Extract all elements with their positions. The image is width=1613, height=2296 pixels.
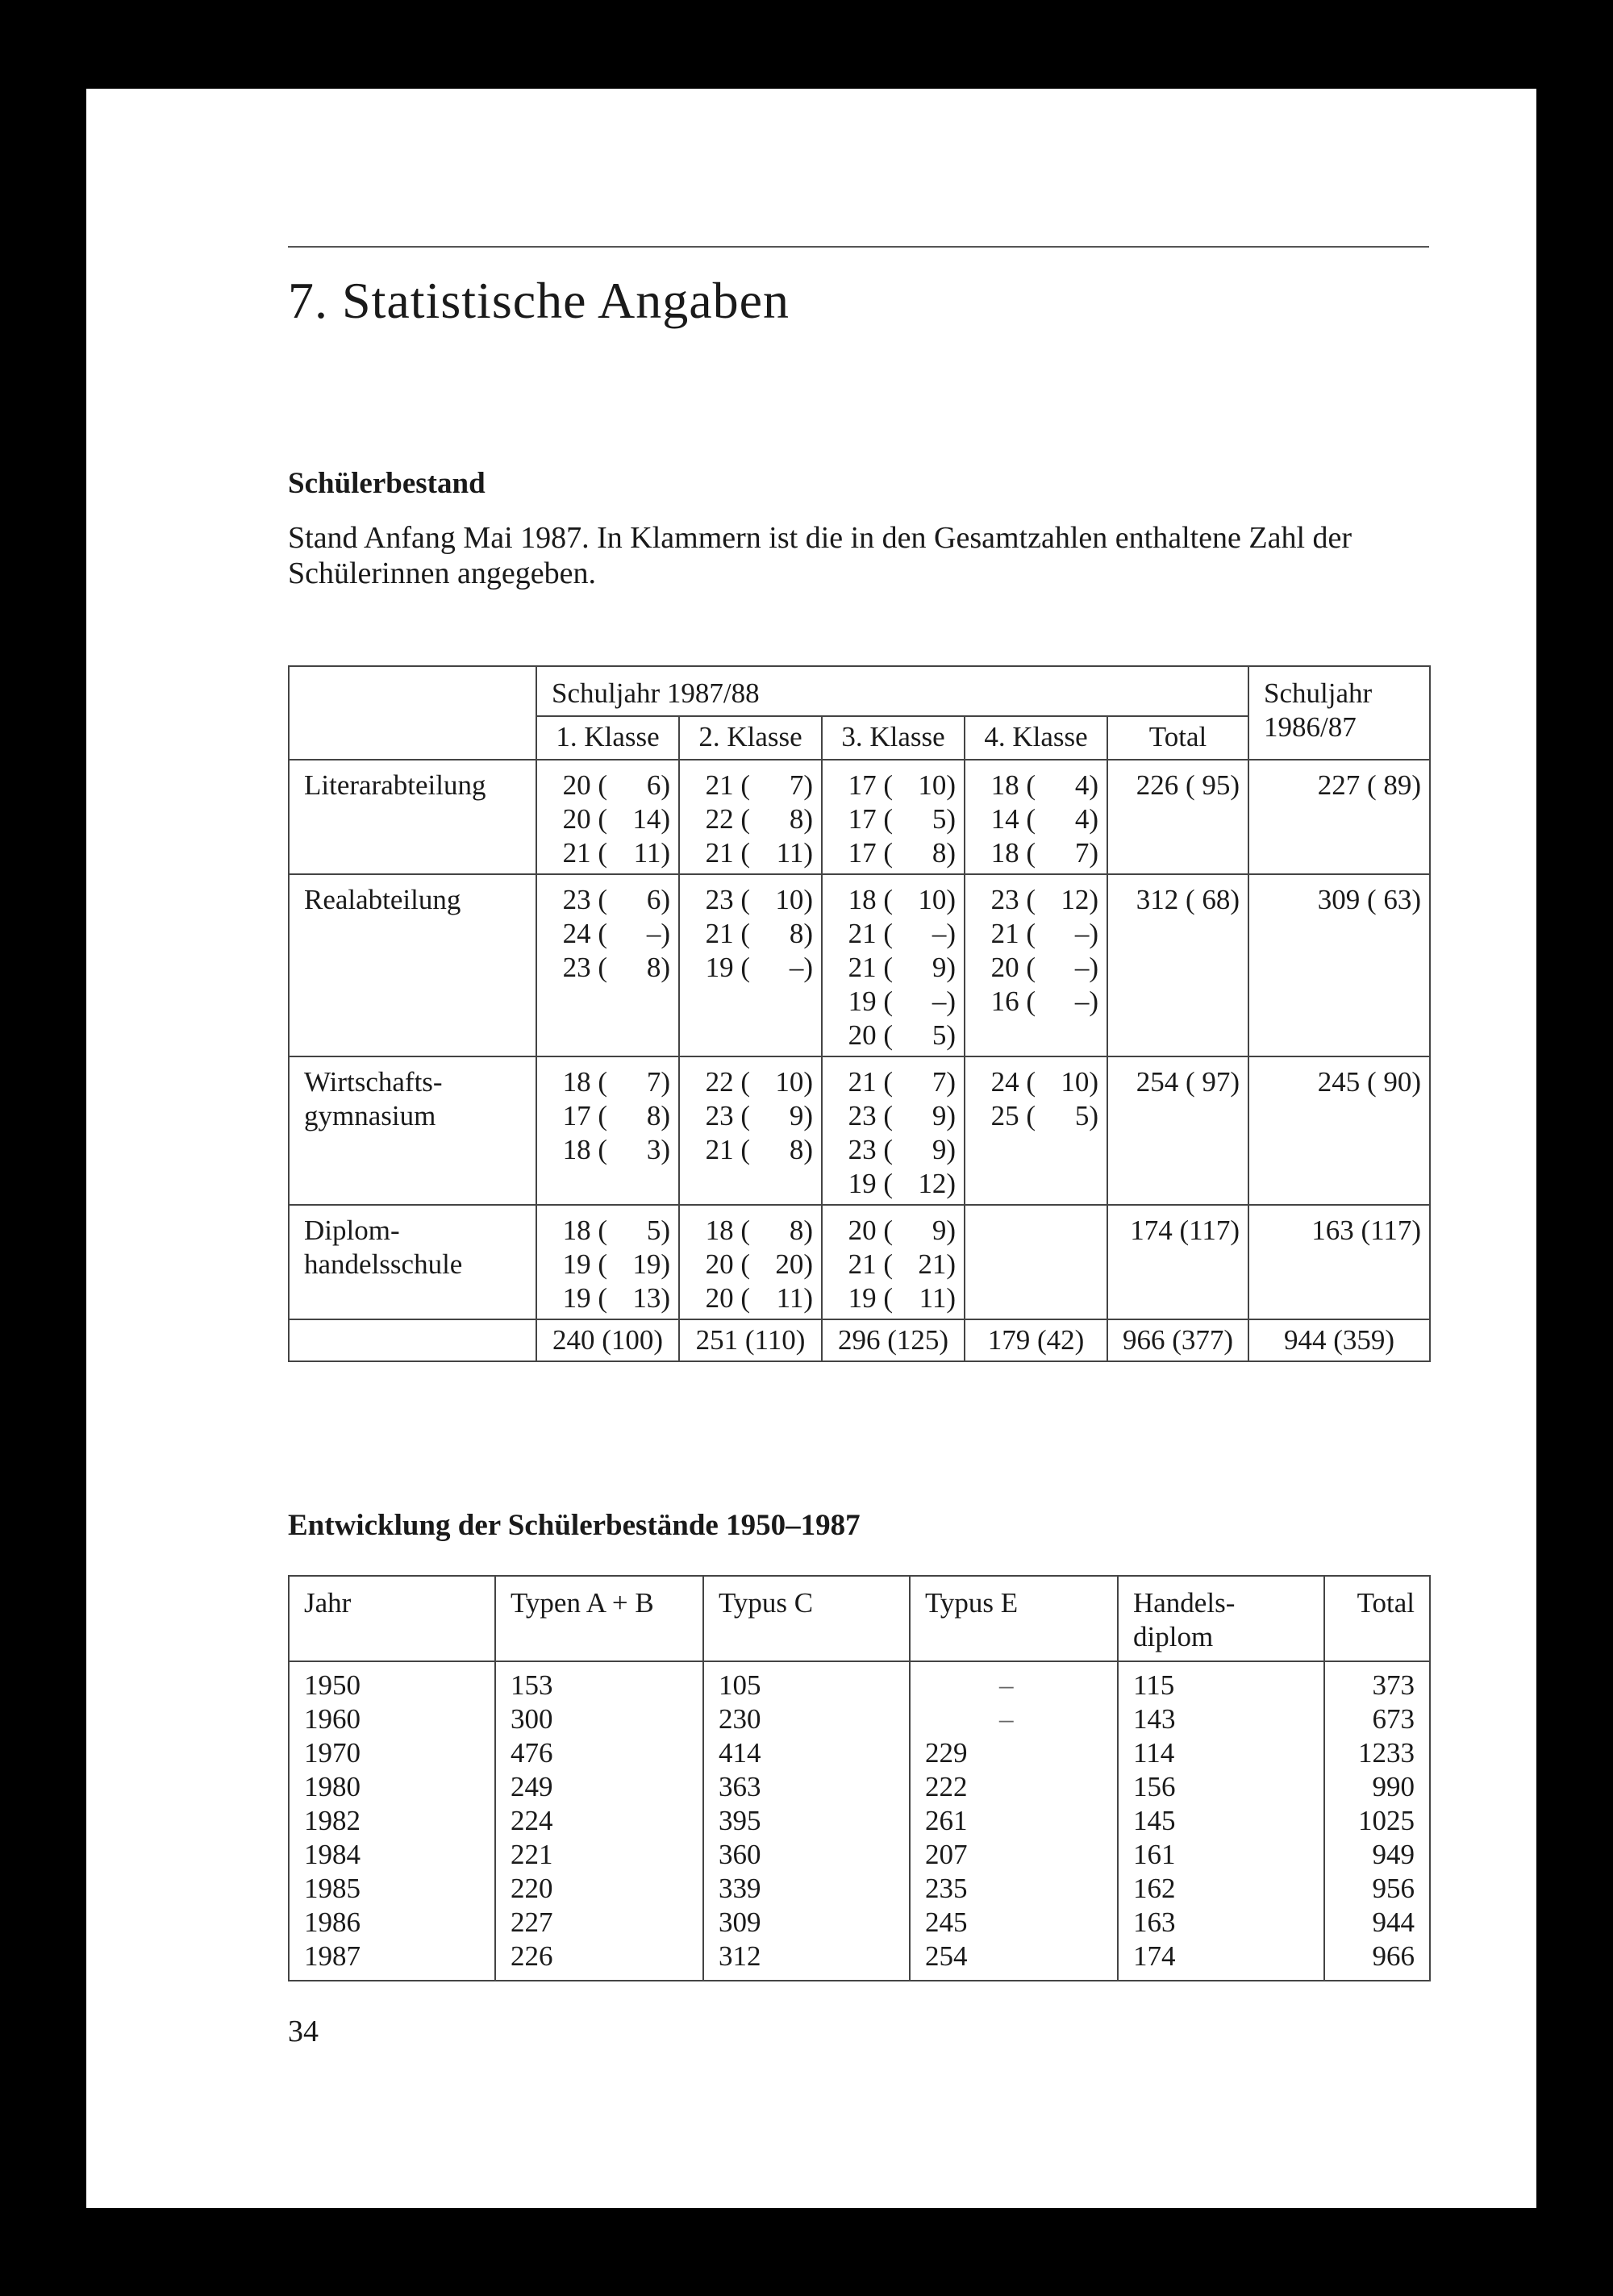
school-year-previous: Schuljahr 1986/87 <box>1248 666 1430 760</box>
entwicklung-row <box>289 1702 1430 1736</box>
entwicklung-cell: 673 <box>1324 1702 1430 1736</box>
class-cell <box>965 1205 1107 1319</box>
entry-girls: 7) <box>646 1066 670 1098</box>
entry-girls: 10) <box>918 769 956 801</box>
entry-girls: 5) <box>1074 1100 1098 1131</box>
class-cell <box>822 1205 965 1319</box>
entry-girls: 9) <box>932 1100 956 1131</box>
entry-girls: 10) <box>918 884 956 915</box>
header-rule <box>288 246 1429 248</box>
entwicklung-cell: 1982 <box>289 1804 495 1838</box>
entry-girls: 10) <box>1061 1066 1098 1098</box>
entwicklung-cell: 227 <box>495 1906 703 1940</box>
entwicklung-cell: 207 <box>910 1838 1118 1872</box>
row-label-line: Diplom- <box>304 1215 400 1246</box>
entwicklung-cell: 1985 <box>289 1872 495 1906</box>
entry-girls: 9) <box>932 1215 956 1246</box>
class-entry <box>537 769 678 802</box>
class-header: 1. Klasse <box>536 716 679 760</box>
data-row <box>289 1056 1430 1205</box>
class-entry <box>537 1214 678 1248</box>
class-cell <box>679 1056 822 1205</box>
class-entry <box>823 1065 964 1099</box>
entwicklung-cell: 143 <box>1118 1702 1324 1736</box>
entwicklung-cell: 1984 <box>289 1838 495 1872</box>
entry-girls: 7) <box>1074 837 1098 869</box>
row-previous-year: 163 (117) <box>1248 1205 1430 1319</box>
header-row-1 <box>289 666 1430 716</box>
entry-count: 21 ( <box>990 918 1036 949</box>
class-entry <box>965 802 1107 836</box>
class-entry <box>537 1248 678 1281</box>
entry-count: 19 ( <box>848 1282 893 1314</box>
class-entry <box>680 917 821 951</box>
entry-count: 22 ( <box>705 1066 750 1098</box>
entwicklung-cell: 1025 <box>1324 1804 1430 1838</box>
school-year-current: Schuljahr 1987/88 <box>536 666 1248 716</box>
entwicklung-row <box>289 1661 1430 1702</box>
total-header: Total <box>1107 716 1248 760</box>
entry-count: 21 ( <box>705 837 750 869</box>
entry-girls: 8) <box>789 1134 813 1165</box>
heading-schuelerbestand: Schülerbestand <box>288 467 486 500</box>
document-page <box>86 89 1536 2208</box>
entwicklung-cell: 966 <box>1324 1940 1430 1981</box>
entry-count: 23 ( <box>562 952 607 983</box>
entry-count: 18 ( <box>562 1215 607 1246</box>
entwicklung-cell: 245 <box>910 1906 1118 1940</box>
entwicklung-cell: 163 <box>1118 1906 1324 1940</box>
entwicklung-cell: 115 <box>1118 1661 1324 1702</box>
entry-count: 21 ( <box>848 952 893 983</box>
entry-girls: 8) <box>646 952 670 983</box>
class-entry <box>680 769 821 802</box>
entry-girls: 6) <box>646 769 670 801</box>
entry-girls: 14) <box>632 803 670 835</box>
entwicklung-cell: 105 <box>703 1661 910 1702</box>
row-total: 312 ( 68) <box>1107 874 1248 1056</box>
entry-girls: 4) <box>1074 769 1098 801</box>
entry-girls: 21) <box>918 1248 956 1280</box>
entry-girls: 8) <box>646 1100 670 1131</box>
entry-count: 20 ( <box>848 1215 893 1246</box>
row-label <box>289 760 536 874</box>
entwicklung-row <box>289 1872 1430 1906</box>
sum-cell: 240 (100) <box>536 1319 679 1361</box>
entry-count: 23 ( <box>848 1134 893 1165</box>
class-entry <box>823 1248 964 1281</box>
entwicklung-cell: 312 <box>703 1940 910 1981</box>
class-header: 2. Klasse <box>679 716 822 760</box>
entry-girls: 20) <box>775 1248 813 1280</box>
entwicklung-cell: 221 <box>495 1838 703 1872</box>
entwicklung-cell: 949 <box>1324 1838 1430 1872</box>
col-header-handelsdiplom: Handels-diplom <box>1118 1576 1324 1661</box>
class-entry <box>537 1099 678 1133</box>
entwicklung-cell: 249 <box>495 1770 703 1804</box>
row-label-line: handelsschule <box>304 1248 463 1280</box>
class-entry <box>680 883 821 917</box>
entry-girls: –) <box>646 918 670 949</box>
page-number: 34 <box>288 2015 319 2048</box>
class-entry <box>823 1099 964 1133</box>
row-label <box>289 1205 536 1319</box>
entry-girls: 6) <box>646 884 670 915</box>
entry-girls: 11) <box>919 1282 956 1314</box>
entry-girls: 7) <box>932 1066 956 1098</box>
entwicklung-cell: 114 <box>1118 1736 1324 1770</box>
col-header-total: Total <box>1324 1576 1430 1661</box>
entwicklung-cell: 395 <box>703 1804 910 1838</box>
class-entry <box>537 1133 678 1167</box>
entwicklung-cell: 1950 <box>289 1661 495 1702</box>
entry-girls: 10) <box>775 1066 813 1098</box>
entry-count: 17 ( <box>562 1100 607 1131</box>
class-entry <box>680 1248 821 1281</box>
class-entry <box>680 1099 821 1133</box>
entry-girls: –) <box>789 952 813 983</box>
class-entry <box>965 985 1107 1019</box>
entry-girls: 8) <box>789 918 813 949</box>
entwicklung-cell: 360 <box>703 1838 910 1872</box>
entry-count: 23 ( <box>848 1100 893 1131</box>
entry-girls: –) <box>1074 985 1098 1017</box>
entry-girls: 5) <box>932 803 956 835</box>
entry-girls: –) <box>1074 918 1098 949</box>
entry-count: 20 ( <box>562 769 607 801</box>
entwicklung-cell: 153 <box>495 1661 703 1702</box>
entwicklung-cell: 254 <box>910 1940 1118 1981</box>
sum-total-cell: 966 (377) <box>1107 1319 1248 1361</box>
entwicklung-cell: 339 <box>703 1872 910 1906</box>
class-cell <box>965 1056 1107 1205</box>
row-total: 174 (117) <box>1107 1205 1248 1319</box>
entry-girls: 8) <box>932 837 956 869</box>
entry-count: 22 ( <box>705 803 750 835</box>
entry-girls: 8) <box>789 803 813 835</box>
class-cell <box>536 874 679 1056</box>
class-entry <box>823 1133 964 1167</box>
corner-cell <box>289 666 536 760</box>
entwicklung-cell: 944 <box>1324 1906 1430 1940</box>
entry-count: 23 ( <box>705 884 750 915</box>
class-entry <box>965 883 1107 917</box>
class-entry <box>680 836 821 870</box>
entry-count: 21 ( <box>705 1134 750 1165</box>
class-entry <box>965 836 1107 870</box>
entwicklung-cell: 1987 <box>289 1940 495 1981</box>
entwicklung-cell: 309 <box>703 1906 910 1940</box>
entwicklung-cell: 162 <box>1118 1872 1324 1906</box>
class-cell <box>679 760 822 874</box>
entry-count: 17 ( <box>848 803 893 835</box>
entwicklung-row <box>289 1838 1430 1872</box>
class-entry <box>823 917 964 951</box>
entry-count: 19 ( <box>562 1248 607 1280</box>
entry-girls: 12) <box>1061 884 1098 915</box>
heading-entwicklung: Entwicklung der Schülerbestände 1950–1987 <box>288 1509 861 1542</box>
entry-count: 21 ( <box>848 918 893 949</box>
class-entry <box>537 883 678 917</box>
entwicklung-cell: 1970 <box>289 1736 495 1770</box>
entry-girls: 3) <box>646 1134 670 1165</box>
entry-girls: 4) <box>1074 803 1098 835</box>
class-cell <box>822 1056 965 1205</box>
data-row <box>289 1205 1430 1319</box>
entwicklung-cell: 414 <box>703 1736 910 1770</box>
entry-count: 20 ( <box>990 952 1036 983</box>
class-entry <box>965 951 1107 985</box>
sum-cell: 179 (42) <box>965 1319 1107 1361</box>
entry-girls: 11) <box>776 1282 813 1314</box>
entwicklung-cell: 229 <box>910 1736 1118 1770</box>
row-total: 226 ( 95) <box>1107 760 1248 874</box>
class-cell <box>679 1205 822 1319</box>
class-cell <box>536 1056 679 1205</box>
section-title: 7. Statistische Angaben <box>288 272 790 329</box>
entry-count: 21 ( <box>562 837 607 869</box>
sum-cell: 251 (110) <box>679 1319 822 1361</box>
sum-label-cell <box>289 1319 536 1361</box>
row-label-line: gymnasium <box>304 1100 436 1131</box>
class-entry <box>965 1099 1107 1133</box>
class-cell <box>536 1205 679 1319</box>
class-entry <box>823 769 964 802</box>
row-label-line: Wirtschafts- <box>304 1066 443 1098</box>
sum-row <box>289 1319 1430 1361</box>
entry-count: 20 ( <box>705 1248 750 1280</box>
sum-previous-cell: 944 (359) <box>1248 1319 1430 1361</box>
class-entry <box>680 1065 821 1099</box>
class-cell <box>822 760 965 874</box>
class-entry <box>823 951 964 985</box>
entry-count: 21 ( <box>705 918 750 949</box>
class-entry <box>680 951 821 985</box>
sum-cell: 296 (125) <box>822 1319 965 1361</box>
entwicklung-row <box>289 1804 1430 1838</box>
class-entry <box>823 985 964 1019</box>
row-label-line: Realabteilung <box>304 884 461 915</box>
entry-count: 24 ( <box>562 918 607 949</box>
class-entry <box>537 1065 678 1099</box>
entry-count: 19 ( <box>705 952 750 983</box>
entry-count: 23 ( <box>705 1100 750 1131</box>
class-entry <box>537 917 678 951</box>
class-entry <box>680 1214 821 1248</box>
entry-girls: –) <box>1074 952 1098 983</box>
class-entry <box>823 836 964 870</box>
entwicklung-cell: 1980 <box>289 1770 495 1804</box>
entry-girls: 11) <box>776 837 813 869</box>
entwicklung-cell: 1233 <box>1324 1736 1430 1770</box>
entry-count: 18 ( <box>705 1215 750 1246</box>
class-entry <box>680 1281 821 1315</box>
entry-count: 18 ( <box>562 1066 607 1098</box>
row-label <box>289 1056 536 1205</box>
entry-count: 20 ( <box>848 1019 893 1051</box>
entry-girls: 10) <box>775 884 813 915</box>
entry-girls: –) <box>932 918 956 949</box>
col-header-jahr: Jahr <box>289 1576 495 1661</box>
entwicklung-cell: 300 <box>495 1702 703 1736</box>
entwicklung-row <box>289 1940 1430 1981</box>
class-entry <box>537 802 678 836</box>
entry-count: 18 ( <box>562 1134 607 1165</box>
class-cell <box>822 874 965 1056</box>
entry-count: 21 ( <box>848 1066 893 1098</box>
row-label-line: Literarabteilung <box>304 769 486 801</box>
entry-count: 23 ( <box>990 884 1036 915</box>
entry-count: 17 ( <box>848 837 893 869</box>
entwicklung-cell: 220 <box>495 1872 703 1906</box>
entry-girls: –) <box>932 985 956 1017</box>
entwicklung-cell: 156 <box>1118 1770 1324 1804</box>
entry-girls: 9) <box>932 1134 956 1165</box>
col-header-typus-e: Typus E <box>910 1576 1118 1661</box>
class-entry <box>965 1065 1107 1099</box>
entry-girls: 11) <box>633 837 670 869</box>
row-previous-year: 245 ( 90) <box>1248 1056 1430 1205</box>
class-entry <box>823 883 964 917</box>
entwicklung-header-row <box>289 1576 1430 1661</box>
class-cell <box>965 760 1107 874</box>
class-header: 4. Klasse <box>965 716 1107 760</box>
entry-count: 19 ( <box>562 1282 607 1314</box>
class-entry <box>823 802 964 836</box>
class-entry <box>823 1214 964 1248</box>
entwicklung-cell: 1960 <box>289 1702 495 1736</box>
class-entry <box>537 951 678 985</box>
entwicklung-cell: 476 <box>495 1736 703 1770</box>
entry-count: 14 ( <box>990 803 1036 835</box>
class-entry <box>823 1167 964 1201</box>
row-total: 254 ( 97) <box>1107 1056 1248 1205</box>
data-row <box>289 874 1430 1056</box>
intro-paragraph: Stand Anfang Mai 1987. In Klammern ist die in den Gesamtzahlen enthaltene Zahl der Schülerinnen angegeben. <box>288 521 1353 590</box>
entry-girls: 19) <box>632 1248 670 1280</box>
class-entry <box>680 802 821 836</box>
entwicklung-table <box>288 1575 1431 1981</box>
entry-count: 20 ( <box>562 803 607 835</box>
class-entry <box>537 1281 678 1315</box>
row-label <box>289 874 536 1056</box>
entwicklung-cell: 222 <box>910 1770 1118 1804</box>
entwicklung-cell: 161 <box>1118 1838 1324 1872</box>
entwicklung-cell: – <box>910 1661 1118 1702</box>
entry-count: 21 ( <box>705 769 750 801</box>
entry-count: 21 ( <box>848 1248 893 1280</box>
class-entry <box>823 1019 964 1052</box>
class-cell <box>965 874 1107 1056</box>
entwicklung-cell: 363 <box>703 1770 910 1804</box>
entwicklung-cell: 230 <box>703 1702 910 1736</box>
entry-count: 18 ( <box>848 884 893 915</box>
entry-girls: 9) <box>789 1100 813 1131</box>
entwicklung-cell: 956 <box>1324 1872 1430 1906</box>
schuelerbestand-table <box>288 665 1431 1362</box>
entry-count: 18 ( <box>990 769 1036 801</box>
entwicklung-cell: 235 <box>910 1872 1118 1906</box>
class-header: 3. Klasse <box>822 716 965 760</box>
entry-count: 16 ( <box>990 985 1036 1017</box>
entwicklung-row <box>289 1770 1430 1804</box>
entry-count: 19 ( <box>848 985 893 1017</box>
entwicklung-cell: 145 <box>1118 1804 1324 1838</box>
entry-count: 20 ( <box>705 1282 750 1314</box>
col-header-typen-ab: Typen A + B <box>495 1576 703 1661</box>
entwicklung-cell: 226 <box>495 1940 703 1981</box>
class-entry <box>965 917 1107 951</box>
entwicklung-row <box>289 1736 1430 1770</box>
entry-count: 24 ( <box>990 1066 1036 1098</box>
class-entry <box>680 1133 821 1167</box>
class-entry <box>823 1281 964 1315</box>
entry-girls: 13) <box>632 1282 670 1314</box>
entry-count: 17 ( <box>848 769 893 801</box>
entwicklung-cell: – <box>910 1702 1118 1736</box>
row-previous-year: 309 ( 63) <box>1248 874 1430 1056</box>
entry-girls: 5) <box>932 1019 956 1051</box>
entry-girls: 9) <box>932 952 956 983</box>
entwicklung-cell: 174 <box>1118 1940 1324 1981</box>
entry-girls: 5) <box>646 1215 670 1246</box>
entry-count: 19 ( <box>848 1168 893 1199</box>
entry-girls: 7) <box>789 769 813 801</box>
entwicklung-cell: 1986 <box>289 1906 495 1940</box>
class-cell <box>679 874 822 1056</box>
data-row <box>289 760 1430 874</box>
entwicklung-cell: 224 <box>495 1804 703 1838</box>
entry-count: 18 ( <box>990 837 1036 869</box>
row-previous-year: 227 ( 89) <box>1248 760 1430 874</box>
entwicklung-cell: 373 <box>1324 1661 1430 1702</box>
col-header-typus-c: Typus C <box>703 1576 910 1661</box>
class-entry <box>537 836 678 870</box>
class-cell <box>536 760 679 874</box>
entwicklung-cell: 261 <box>910 1804 1118 1838</box>
entry-count: 23 ( <box>562 884 607 915</box>
entry-girls: 12) <box>918 1168 956 1199</box>
entry-count: 25 ( <box>990 1100 1036 1131</box>
entwicklung-row <box>289 1906 1430 1940</box>
class-entry <box>965 769 1107 802</box>
entwicklung-cell: 990 <box>1324 1770 1430 1804</box>
entry-girls: 8) <box>789 1215 813 1246</box>
